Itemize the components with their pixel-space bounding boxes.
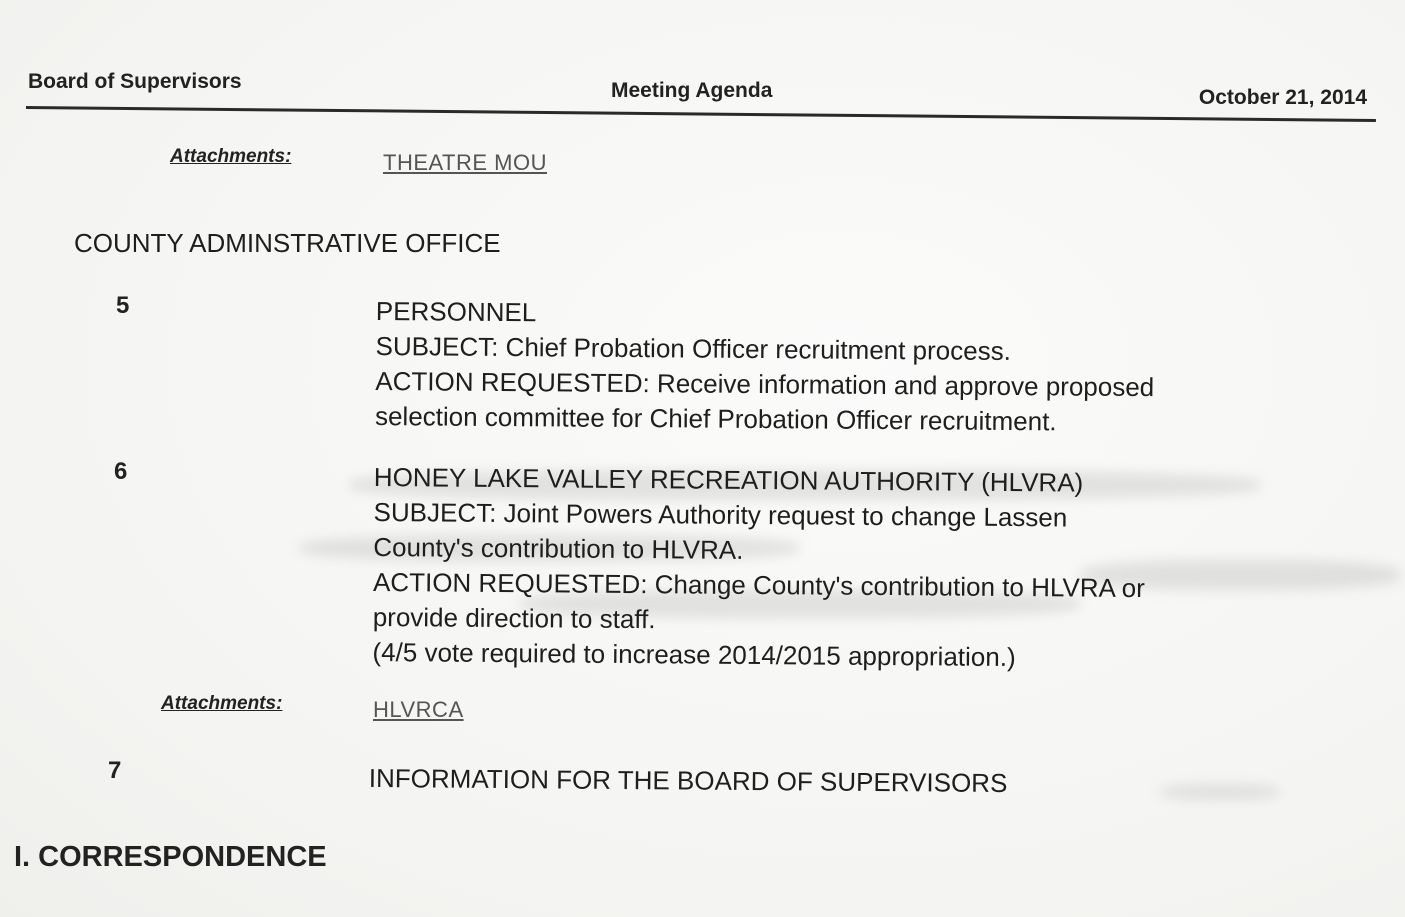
item-vote-note: (4/5 vote required to increase 2014/2015 appropriation.) — [372, 636, 1016, 673]
item-subject-cont: County's contribution to HLVRA. — [373, 531, 744, 565]
item-number: 5 — [116, 292, 130, 319]
item-heading: INFORMATION FOR THE BOARD OF SUPERVISORS — [368, 762, 1008, 799]
item-action: ACTION REQUESTED: Receive information and approve proposed — [375, 365, 1155, 403]
item-action-cont: selection committee for Chief Probation Officer recruitment. — [374, 400, 1057, 437]
attachment-link-theatre-mou[interactable]: THEATRE MOU — [383, 150, 547, 175]
correspondence-heading: I. CORRESPONDENCE — [14, 841, 327, 873]
header-meeting-date: October 21, 2014 — [1198, 86, 1367, 109]
attachments-label: Attachments: — [161, 693, 283, 714]
item-number: 7 — [108, 757, 122, 784]
agenda-item-personnel — [375, 294, 1155, 440]
item-heading: PERSONNEL — [375, 295, 537, 328]
agenda-item-hlvra — [372, 460, 1145, 676]
attachment-link-hlvrca[interactable]: HLVRCA — [373, 697, 464, 722]
header-board-name: Board of Supervisors — [28, 70, 242, 93]
agenda-item-information — [369, 761, 1008, 801]
scan-smudge — [1160, 785, 1280, 799]
section-title: COUNTY ADMINSTRATIVE OFFICE — [74, 228, 501, 258]
item-subject: SUBJECT: Chief Probation Officer recruitment process. — [375, 330, 1012, 366]
header-document-title: Meeting Agenda — [611, 79, 773, 102]
item-number: 6 — [114, 458, 128, 485]
header-rule — [26, 106, 1376, 122]
item-action: ACTION REQUESTED: Change County's contribution to HLVRA or — [372, 566, 1145, 604]
item-action-cont: provide direction to staff. — [372, 601, 656, 635]
item-subject: SUBJECT: Joint Powers Authority request to change Lassen — [373, 496, 1068, 533]
item-heading: HONEY LAKE VALLEY RECREATION AUTHORITY (HLVRA) — [373, 461, 1084, 498]
attachments-label: Attachments: — [170, 146, 292, 167]
